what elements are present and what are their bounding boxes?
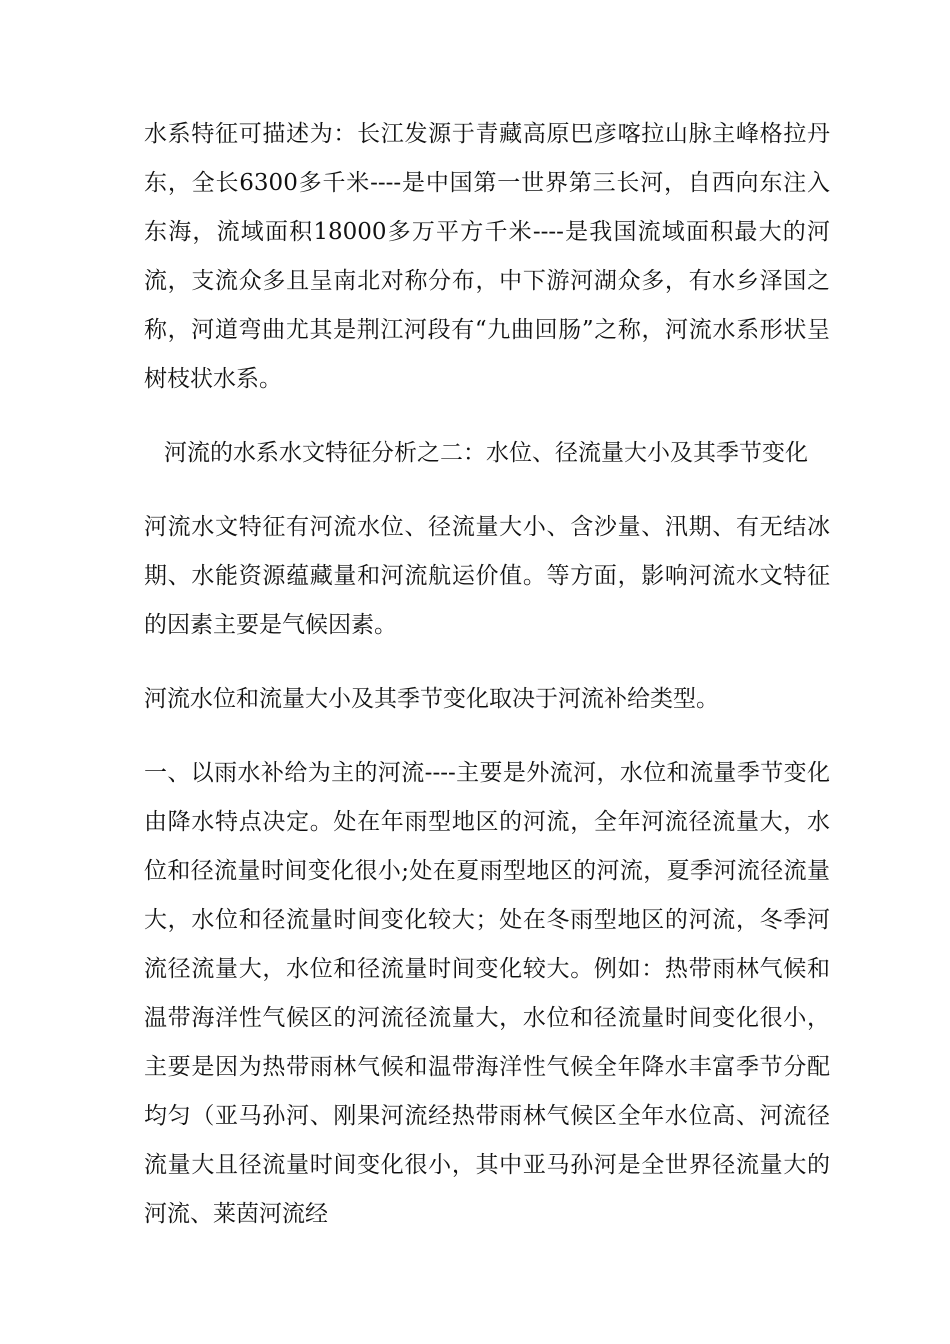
paragraph-rain-supply: 一、以雨水补给为主的河流----主要是外流河，水位和流量季节变化由降水特点决定。处在年雨型地区的河流，全年河流径流量大，水位和径流量时间变化很小;处在夏雨型地区的河流，夏季河流径流量大，水位和径流量时间变化较大；处在冬雨型地区的河流，冬季河流径流量大，水位和径流量时间变化较大。例如：热带雨林气候和温带海洋性气候区的河流径流量大，水位和径流量时间变化很小，主要是因为热带雨林气候和温带海洋性气候全年降水丰富季节分配均匀（亚马孙河、刚果河流经热带雨林气候区全年水位高、河流径流量大且径流量时间变化很小，其中亚马孙河是全世界径流量大的河流、莱茵河流经 bbox=[144, 760, 830, 1227]
paragraph-hydrology-features: 河流水文特征有河流水位、径流量大小、含沙量、汛期、有无结冰期、水能资源蕴藏量和河流航运价值。等方面，影响河流水文特征的因素主要是气候因素。 bbox=[144, 514, 830, 638]
paragraph-gap bbox=[144, 404, 830, 429]
paragraph-gap bbox=[144, 724, 830, 749]
paragraph-gap bbox=[144, 650, 830, 675]
section-heading: 河流的水系水文特征分析之二：水位、径流量大小及其季节变化 bbox=[164, 440, 808, 466]
paragraph-water-system: 水系特征可描述为：长江发源于青藏高原巴彦喀拉山脉主峰格拉丹东，全长6300多千米----是中国第一世界第三长河，自西向东注入东海，流域面积18000多万平方千米----是我国流域面积最大的河流，支流众多且呈南北对称分布，中下游河湖众多，有水乡泽国之称，河道弯曲尤其是荆江河段有“九曲回肠”之称，河流水系形状呈树枝状水系。 bbox=[144, 121, 830, 392]
paragraph-supply-type: 河流水位和流量大小及其季节变化取决于河流补给类型。 bbox=[144, 686, 719, 712]
paragraph-gap bbox=[144, 478, 830, 503]
